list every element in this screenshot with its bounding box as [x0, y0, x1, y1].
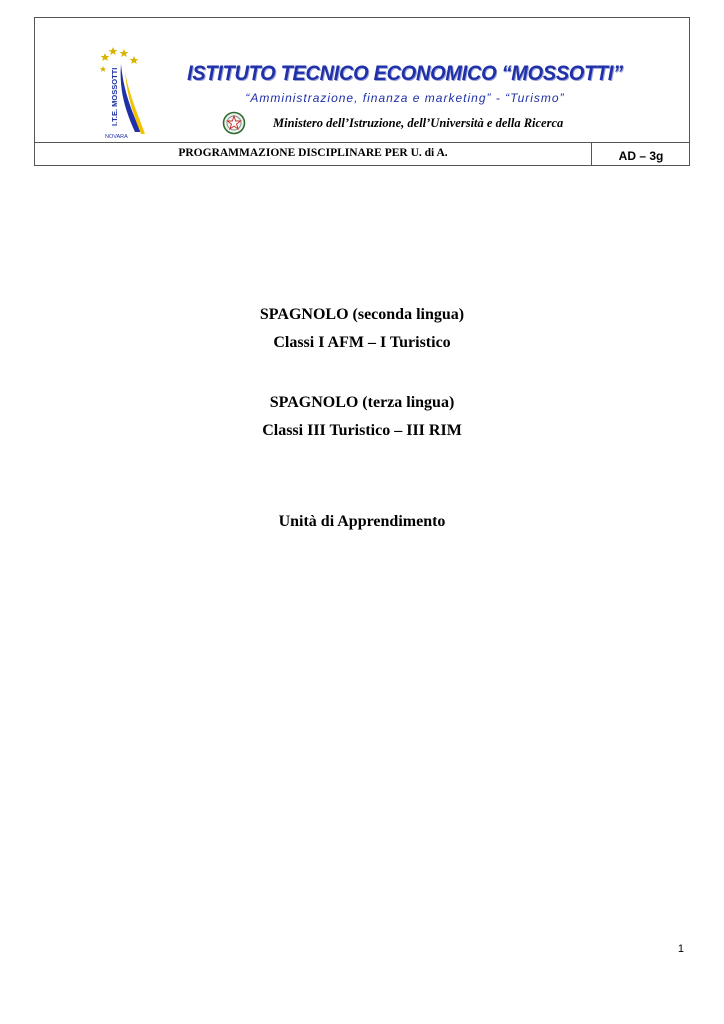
header-info-row	[35, 142, 689, 166]
italian-republic-emblem-icon	[222, 111, 246, 135]
document-header	[34, 17, 690, 166]
programming-label: PROGRAMMAZIONE DISCIPLINARE PER U. di A.	[178, 147, 448, 159]
page-number: 1	[677, 943, 684, 955]
class-list-second-language: Classi I AFM – I Turistico	[273, 334, 451, 351]
subject-title-second-language: SPAGNOLO (seconda lingua)	[259, 306, 465, 323]
document-code: AD – 3g	[591, 143, 690, 166]
school-subtitle: “Amministrazione, finanza e marketing” - “Turismo”	[245, 91, 565, 105]
logo-vertical-text: I.T.E. MOSSOTTI	[110, 67, 119, 126]
school-logo-icon	[99, 46, 147, 140]
ministry-name: Ministero dell’Istruzione, dell’Università e della Ricerca	[273, 116, 564, 130]
header-top	[35, 18, 689, 142]
subject-title-third-language: SPAGNOLO (terza lingua)	[269, 394, 455, 411]
class-list-third-language: Classi III Turistico – III RIM	[262, 422, 462, 439]
logo-city-text: NOVARA	[105, 134, 128, 140]
school-name: ISTITUTO TECNICO ECONOMICO “MOSSOTTI”	[187, 62, 623, 85]
subject-block-third-language	[0, 394, 724, 440]
subject-block-second-language	[0, 306, 724, 352]
learning-units-title: Unità di Apprendimento	[278, 513, 446, 530]
